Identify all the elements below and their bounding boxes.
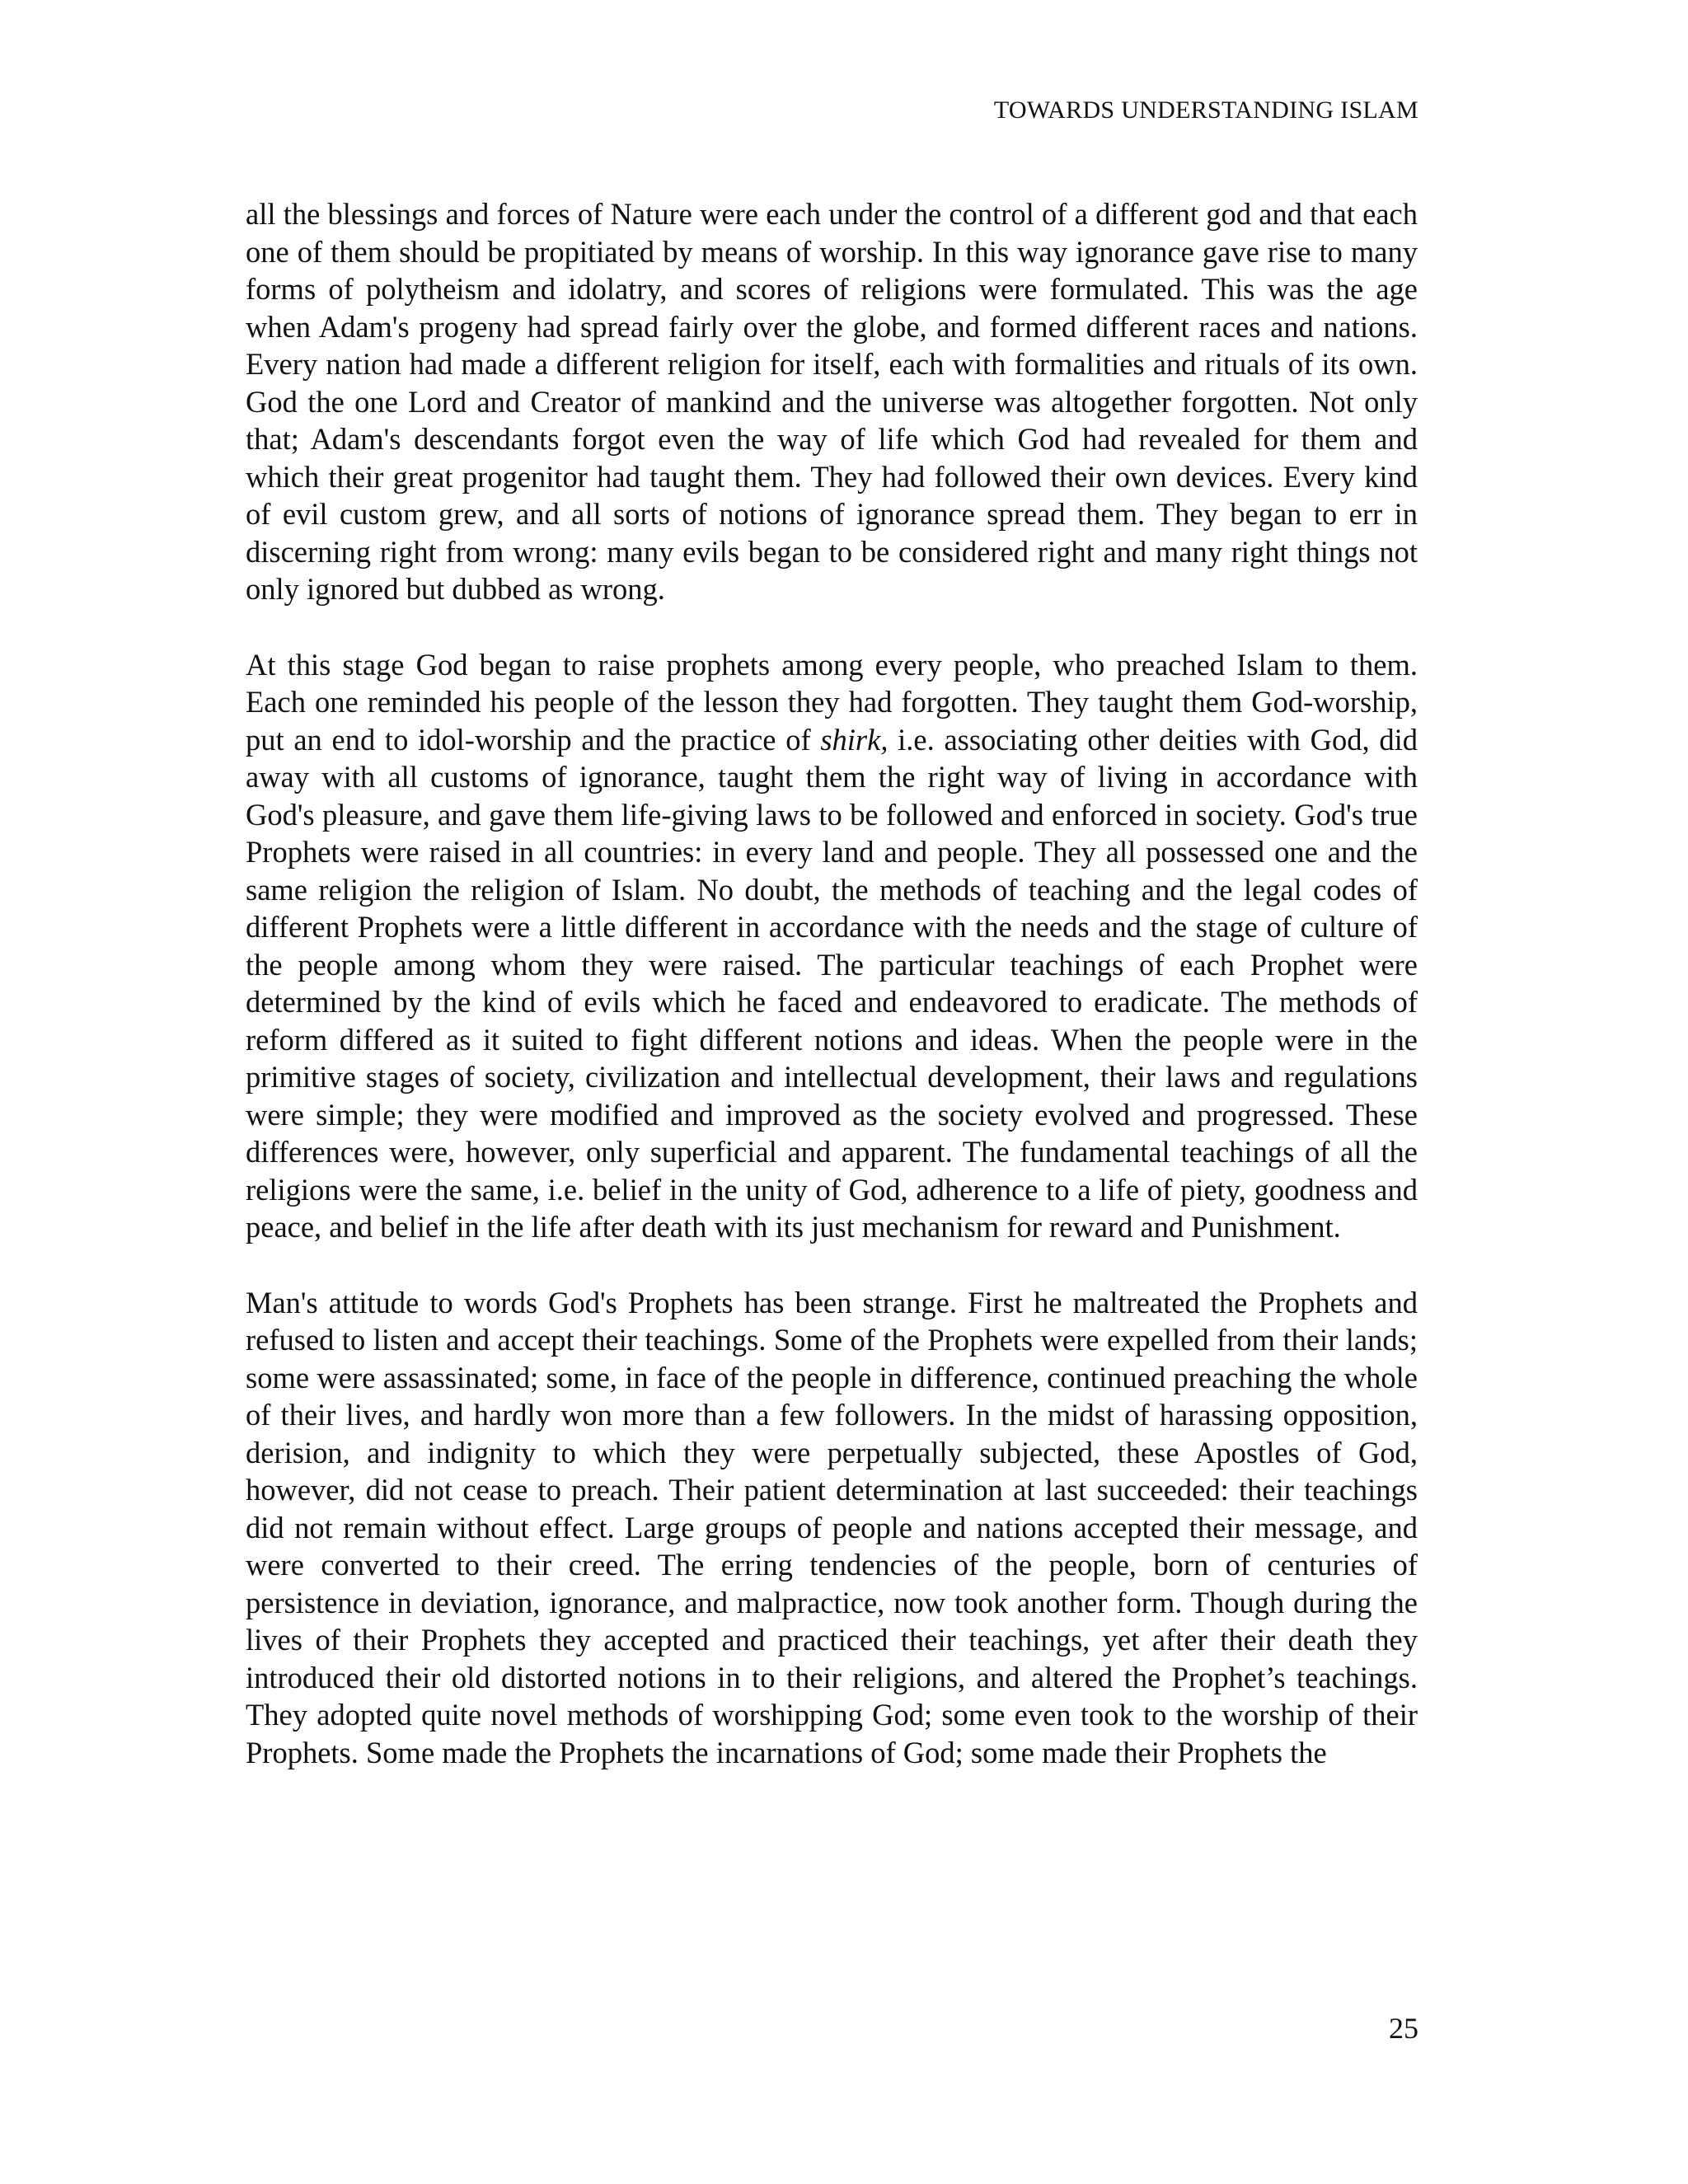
- paragraph-2-text-before: At this stage God began to raise prophets among every people, who preached Islam to them. Each one reminded his people of the lesson they had forgotten. They taught them God-worship, put an end to idol-worship and the practice of: [246, 647, 1418, 757]
- paragraph-1: [246, 195, 1418, 608]
- paragraph-3-text: Man's attitude to words God's Prophets has been strange. First he maltreated the Prophets and refused to listen and accept their teachings. Some of the Prophets were expelled from their lands; some were assassinated; some, in face of the people in difference, continued preaching the whole of their lives, and hardly won more than a few followers. In the midst of harassing opposition, derision, and indignity to which they were perpetually subjected, these Apostles of God, however, did not cease to preach. Their patient determination at last succeeded: their teachings did not remain without effect. Large groups of people and nations accepted their message, and were converted to their creed. The erring tendencies of the people, born of centuries of persistence in deviation, ignorance, and malpractice, now took another form. Though during the lives of their Prophets they accepted and practiced their teachings, yet after their death they introduced their old distorted notions in to their religions, and altered the Prophet’s teachings. They adopted quite novel methods of worshipping God; some even took to the worship of their Prophets. Some made the Prophets the incarnations of God; some made their Prophets the: [246, 1285, 1418, 1769]
- paragraph-2-text-after: i.e. associating other deities with God, did away with all customs of ignorance, taught them the right way of living in accordance with God's pleasure, and gave them life-giving laws to be followed and enforced in society. God's true Prophets were raised in all countries: in every land and people. They all possessed one and the same religion the religion of Islam. No doubt, the methods of teaching and the legal codes of different Prophets were a little different in accordance with the needs and the stage of culture of the people among whom they were raised. The particular teachings of each Prophet were determined by the kind of evils which he faced and endeavored to eradicate. The methods of reform differed as it suited to fight different notions and ideas. When the people were in the primitive stages of society, civilization and intellectual development, their laws and regulations were simple; they were modified and improved as the society evolved and progressed. These differences were, however, only superficial and apparent. The fundamental teachings of all the religions were the same, i.e. belief in the unity of God, adherence to a life of piety, goodness and peace, and belief in the life after death with its just mechanism for reward and Punishment.: [246, 722, 1418, 1244]
- page-number: 25: [1389, 2012, 1418, 2045]
- body-text: [246, 195, 1418, 1809]
- paragraph-2: [246, 646, 1418, 1246]
- shirk-term: shirk,: [820, 722, 889, 757]
- paragraph-1-text: all the blessings and forces of Nature were each under the control of a different god and that each one of them should be propitiated by means of worship. In this way ignorance gave rise to many forms of polytheism and idolatry, and scores of religions were formulated. This was the age when Adam's progeny had spread fairly over the globe, and formed different races and nations. Every nation had made a different religion for itself, each with formalities and rituals of its own. God the one Lord and Creator of mankind and the universe was altogether forgotten. Not only that; Adam's descendants forgot even the way of life which God had revealed for them and which their great progenitor had taught them. They had followed their own devices. Every kind of evil custom grew, and all sorts of notions of ignorance spread them. They began to err in discerning right from wrong: many evils began to be considered right and many right things not only ignored but dubbed as wrong.: [246, 197, 1418, 606]
- running-header: TOWARDS UNDERSTANDING ISLAM: [993, 96, 1418, 124]
- paragraph-3: [246, 1284, 1418, 1772]
